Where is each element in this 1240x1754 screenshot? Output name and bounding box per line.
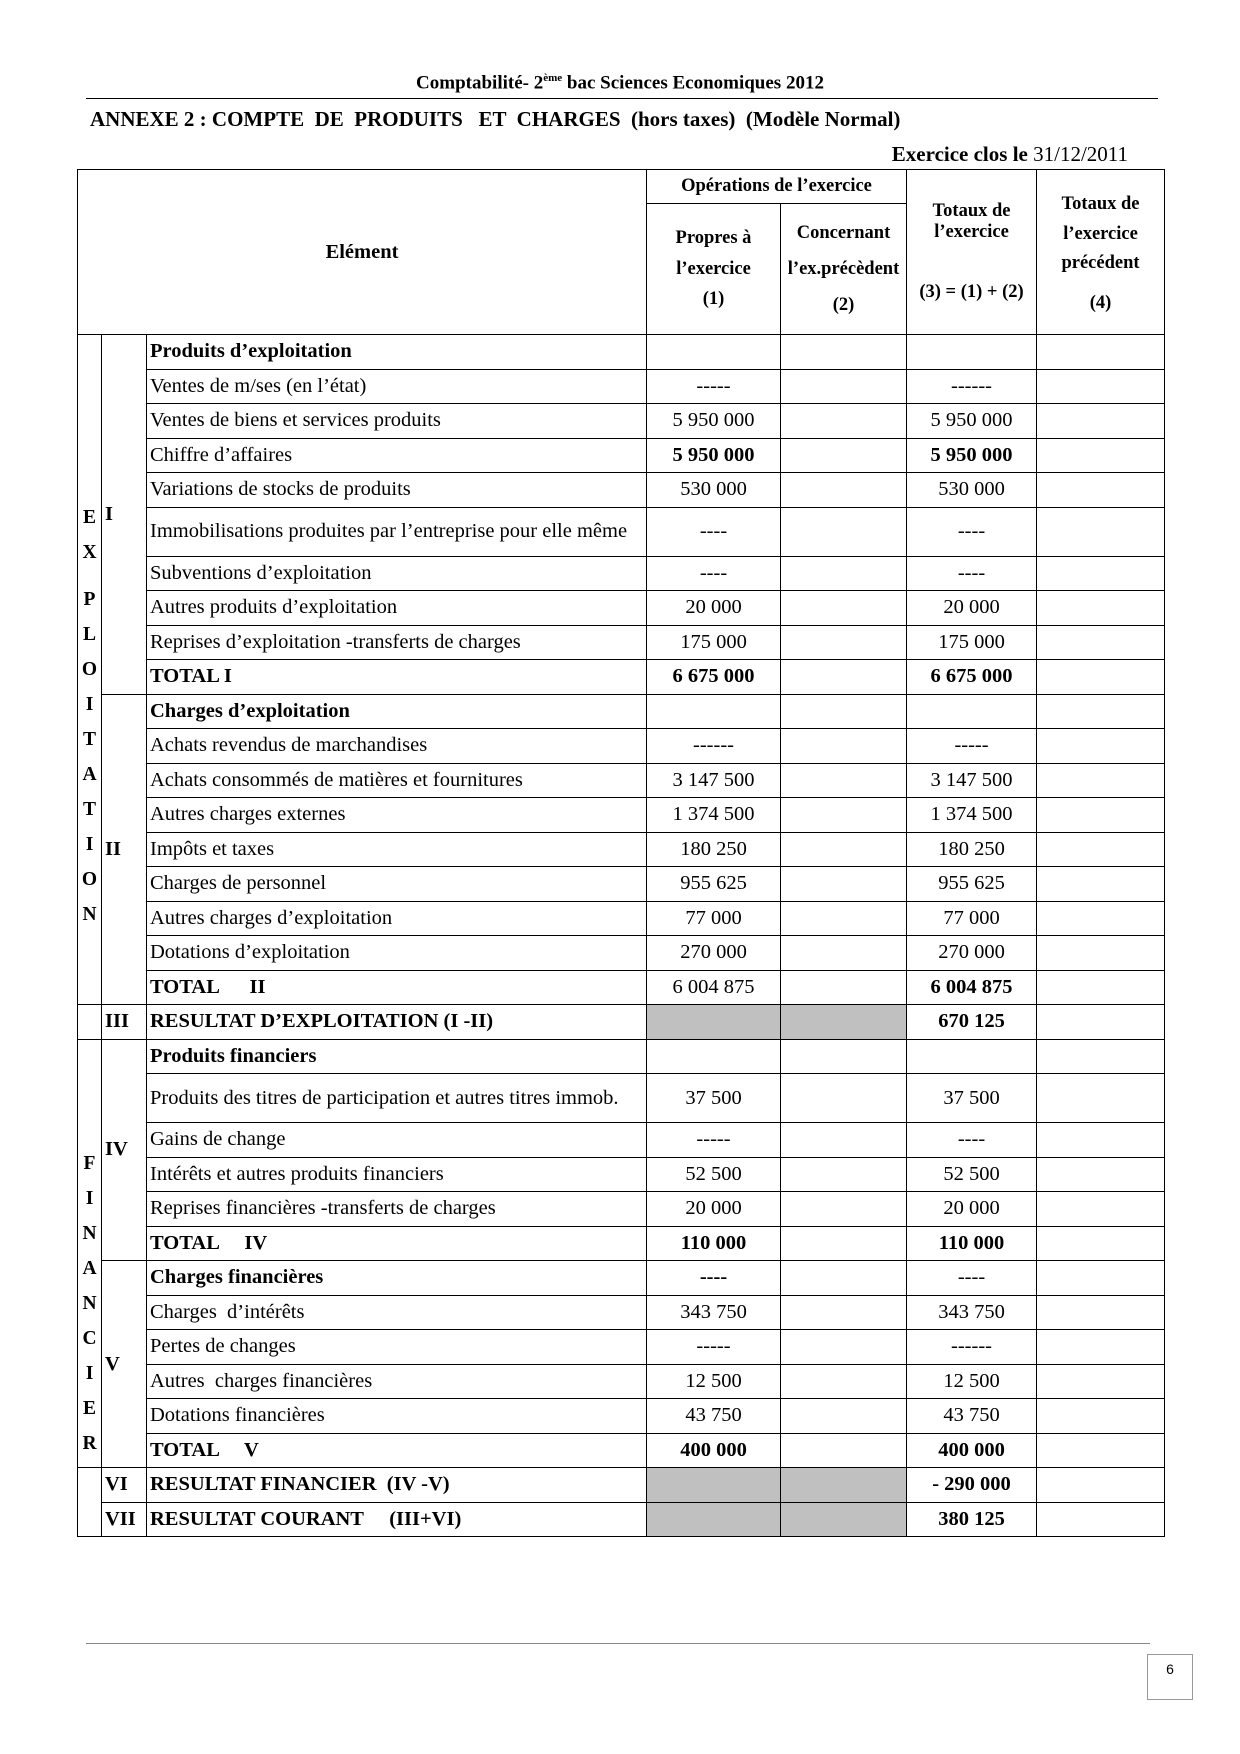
totaux-value: 1 374 500: [907, 798, 1037, 833]
precedent-value: [1037, 1261, 1165, 1296]
table-row: [78, 1123, 1165, 1158]
document-header: Comptabilité- 2ème bac Sciences Economiques 2012: [416, 72, 824, 94]
table-row: [78, 1295, 1165, 1330]
table-row: [78, 1502, 1165, 1537]
row-label: RESULTAT FINANCIER (IV -V): [147, 1468, 647, 1503]
precedent-value: [1037, 798, 1165, 833]
table-row: [78, 763, 1165, 798]
concernant-value: [781, 1192, 907, 1227]
precedent-value: [1037, 1192, 1165, 1227]
precedent-value: [1037, 473, 1165, 508]
concernant-value: [781, 1226, 907, 1261]
propres-value: [647, 694, 781, 729]
propres-value: 343 750: [647, 1295, 781, 1330]
totaux-value: [907, 335, 1037, 370]
totaux-value: 52 500: [907, 1157, 1037, 1192]
propres-value: 5 950 000: [647, 438, 781, 473]
totaux-value: ------: [907, 1330, 1037, 1365]
table-row: [78, 1039, 1165, 1074]
row-label: Charges d’intérêts: [147, 1295, 647, 1330]
table-row: [78, 1261, 1165, 1296]
concernant-value: [781, 369, 907, 404]
precedent-value: [1037, 1074, 1165, 1123]
propres-value: -----: [647, 369, 781, 404]
totaux-value: 955 625: [907, 867, 1037, 902]
row-label: Autres charges d’exploitation: [147, 901, 647, 936]
precedent-value: [1037, 1468, 1165, 1503]
propres-value: ----: [647, 507, 781, 556]
row-label: TOTAL IV: [147, 1226, 647, 1261]
side-letter: E: [82, 506, 96, 528]
side-letter: N: [82, 1222, 97, 1244]
concernant-value: [781, 591, 907, 626]
concernant-value: [781, 1039, 907, 1074]
precedent-value: [1037, 507, 1165, 556]
row-label: Impôts et taxes: [147, 832, 647, 867]
concernant-value: [781, 1502, 907, 1537]
concernant-value: [781, 694, 907, 729]
totaux-value: ----: [907, 507, 1037, 556]
totaux-value: 400 000: [907, 1433, 1037, 1468]
concernant-value: [781, 867, 907, 902]
precedent-value: [1037, 591, 1165, 626]
table-row: [78, 1468, 1165, 1503]
row-label: TOTAL II: [147, 970, 647, 1005]
concernant-value: [781, 1074, 907, 1123]
row-label: Achats consommés de matières et fournitures: [147, 763, 647, 798]
side-letter: A: [82, 1257, 97, 1279]
precedent-value: [1037, 763, 1165, 798]
propres-value: 37 500: [647, 1074, 781, 1123]
totaux-value: 20 000: [907, 1192, 1037, 1227]
concernant-value: [781, 1157, 907, 1192]
concernant-value: [781, 556, 907, 591]
propres-value: 1 374 500: [647, 798, 781, 833]
totaux-value: 270 000: [907, 936, 1037, 971]
concernant-value: [781, 404, 907, 439]
operations-header: Opérations de l’exercice: [647, 170, 907, 204]
table-row: [78, 867, 1165, 902]
concernant-value: [781, 1364, 907, 1399]
propres-value: -----: [647, 1123, 781, 1158]
totaux-value: 5 950 000: [907, 438, 1037, 473]
income-statement-table: [77, 169, 1165, 1537]
precedent-value: [1037, 867, 1165, 902]
row-label: Produits d’exploitation: [147, 335, 647, 370]
side-letter: P: [83, 588, 96, 610]
row-label: Chiffre d’affaires: [147, 438, 647, 473]
concernant-value: [781, 936, 907, 971]
totaux-value: ----: [907, 1261, 1037, 1296]
side-letter: I: [85, 1187, 94, 1209]
totaux-value: 5 950 000: [907, 404, 1037, 439]
row-label: Reprises d’exploitation -transferts de charges: [147, 625, 647, 660]
row-label: Variations de stocks de produits: [147, 473, 647, 508]
row-label: Charges financières: [147, 1261, 647, 1296]
totaux-value: 77 000: [907, 901, 1037, 936]
row-label: Charges de personnel: [147, 867, 647, 902]
row-label: TOTAL V: [147, 1433, 647, 1468]
totaux-header: Totaux de l’exercice (3) = (1) + (2): [907, 170, 1037, 335]
totaux-value: 343 750: [907, 1295, 1037, 1330]
propres-value: 270 000: [647, 936, 781, 971]
concernant-value: [781, 1295, 907, 1330]
propres-value: ----: [647, 1261, 781, 1296]
precedent-value: [1037, 1123, 1165, 1158]
totaux-value: - 290 000: [907, 1468, 1037, 1503]
side-letter: A: [82, 763, 97, 785]
precedent-value: [1037, 1502, 1165, 1537]
row-label: Pertes de changes: [147, 1330, 647, 1365]
propres-header: Propres à l’exercice (1): [647, 204, 781, 335]
propres-value: ------: [647, 729, 781, 764]
side-letter: F: [83, 1152, 96, 1174]
side-letter: L: [82, 623, 96, 645]
precedent-value: [1037, 369, 1165, 404]
table-row: [78, 438, 1165, 473]
roman-numeral: V: [102, 1261, 147, 1468]
side-letter: O: [81, 868, 98, 890]
totaux-value: 37 500: [907, 1074, 1037, 1123]
totaux-value: 12 500: [907, 1364, 1037, 1399]
precedent-value: [1037, 438, 1165, 473]
row-label: Reprises financières -transferts de charges: [147, 1192, 647, 1227]
precedent-value: [1037, 660, 1165, 695]
table-row: [78, 1226, 1165, 1261]
concernant-value: [781, 1399, 907, 1434]
concernant-value: [781, 729, 907, 764]
propres-value: 6 675 000: [647, 660, 781, 695]
courant-side-blank: [78, 1468, 102, 1537]
totaux-value: 43 750: [907, 1399, 1037, 1434]
side-letter: C: [82, 1327, 97, 1349]
totaux-value: 180 250: [907, 832, 1037, 867]
propres-value: 5 950 000: [647, 404, 781, 439]
concernant-value: [781, 1468, 907, 1503]
propres-value: 400 000: [647, 1433, 781, 1468]
concernant-value: [781, 1123, 907, 1158]
totaux-value: 175 000: [907, 625, 1037, 660]
row-label: Autres produits d’exploitation: [147, 591, 647, 626]
side-letter: T: [82, 798, 96, 820]
precedent-header: Totaux de l’exercice précédent (4): [1037, 170, 1165, 335]
totaux-value: 20 000: [907, 591, 1037, 626]
precedent-value: [1037, 556, 1165, 591]
propres-value: [647, 1005, 781, 1040]
propres-value: 20 000: [647, 591, 781, 626]
totaux-value: 6 675 000: [907, 660, 1037, 695]
table-row: [78, 625, 1165, 660]
roman-numeral: III: [102, 1005, 147, 1040]
side-letter: X: [82, 541, 97, 563]
row-label: Immobilisations produites par l’entreprise pour elle même: [147, 507, 647, 556]
precedent-value: [1037, 1399, 1165, 1434]
table-row: [78, 729, 1165, 764]
totaux-value: 3 147 500: [907, 763, 1037, 798]
roman-numeral: II: [102, 694, 147, 1005]
precedent-value: [1037, 1330, 1165, 1365]
table-row: [78, 591, 1165, 626]
row-label: Ventes de m/ses (en l’état): [147, 369, 647, 404]
concernant-value: [781, 832, 907, 867]
propres-value: [647, 1468, 781, 1503]
row-label: TOTAL I: [147, 660, 647, 695]
propres-value: 6 004 875: [647, 970, 781, 1005]
side-letter: R: [82, 1432, 97, 1454]
propres-value: -----: [647, 1330, 781, 1365]
precedent-value: [1037, 1433, 1165, 1468]
precedent-value: [1037, 936, 1165, 971]
element-header: Elément: [78, 170, 647, 335]
propres-value: 955 625: [647, 867, 781, 902]
table-row: [78, 1157, 1165, 1192]
concernant-value: [781, 901, 907, 936]
totaux-value: ------: [907, 369, 1037, 404]
propres-value: 20 000: [647, 1192, 781, 1227]
exploitation-side-end: [78, 1005, 102, 1040]
table-row: [78, 798, 1165, 833]
propres-value: [647, 1502, 781, 1537]
propres-value: 12 500: [647, 1364, 781, 1399]
row-label: Intérêts et autres produits financiers: [147, 1157, 647, 1192]
table-row: [78, 1433, 1165, 1468]
totaux-value: 530 000: [907, 473, 1037, 508]
footer-rule: [86, 1643, 1150, 1644]
table-row: [78, 335, 1165, 370]
header-rule: [86, 98, 1158, 99]
roman-numeral: IV: [102, 1039, 147, 1261]
page-number: 6: [1147, 1654, 1193, 1700]
propres-value: [647, 335, 781, 370]
propres-value: 110 000: [647, 1226, 781, 1261]
precedent-value: [1037, 1157, 1165, 1192]
table-row: [78, 1005, 1165, 1040]
table-row: [78, 694, 1165, 729]
table-row: [78, 1364, 1165, 1399]
table-row: [78, 1399, 1165, 1434]
row-label: Subventions d’exploitation: [147, 556, 647, 591]
concernant-value: [781, 798, 907, 833]
side-letter: N: [82, 903, 97, 925]
precedent-value: [1037, 729, 1165, 764]
row-label: Autres charges financières: [147, 1364, 647, 1399]
concernant-value: [781, 1433, 907, 1468]
row-label: Produits des titres de participation et autres titres immob.: [147, 1074, 647, 1123]
precedent-value: [1037, 1005, 1165, 1040]
concernant-value: [781, 438, 907, 473]
propres-value: 3 147 500: [647, 763, 781, 798]
totaux-value: ----: [907, 556, 1037, 591]
precedent-value: [1037, 1039, 1165, 1074]
precedent-value: [1037, 1364, 1165, 1399]
row-label: Dotations financières: [147, 1399, 647, 1434]
financier-side-label: [78, 1039, 102, 1468]
propres-value: 180 250: [647, 832, 781, 867]
totaux-value: [907, 1039, 1037, 1074]
concernant-value: [781, 763, 907, 798]
totaux-value: -----: [907, 729, 1037, 764]
table-row: [78, 936, 1165, 971]
totaux-value: ----: [907, 1123, 1037, 1158]
side-letter: N: [82, 1292, 97, 1314]
precedent-value: [1037, 1226, 1165, 1261]
table-row: [78, 1074, 1165, 1123]
table-row: [78, 970, 1165, 1005]
concernant-value: [781, 1261, 907, 1296]
concernant-value: [781, 660, 907, 695]
propres-value: 52 500: [647, 1157, 781, 1192]
precedent-value: [1037, 694, 1165, 729]
table-row: [78, 473, 1165, 508]
concernant-header: Concernant l’ex.précèdent (2): [781, 204, 907, 335]
totaux-value: [907, 694, 1037, 729]
concernant-value: [781, 473, 907, 508]
concernant-value: [781, 1005, 907, 1040]
table-row: [78, 660, 1165, 695]
side-letter: I: [85, 1362, 94, 1384]
row-label: Produits financiers: [147, 1039, 647, 1074]
table-row: [78, 832, 1165, 867]
precedent-value: [1037, 404, 1165, 439]
precedent-value: [1037, 335, 1165, 370]
table-row: [78, 369, 1165, 404]
precedent-value: [1037, 970, 1165, 1005]
propres-value: 77 000: [647, 901, 781, 936]
precedent-value: [1037, 901, 1165, 936]
concernant-value: [781, 625, 907, 660]
concernant-value: [781, 335, 907, 370]
concernant-value: [781, 970, 907, 1005]
totaux-value: 110 000: [907, 1226, 1037, 1261]
precedent-value: [1037, 832, 1165, 867]
totaux-value: 380 125: [907, 1502, 1037, 1537]
table-row: [78, 1330, 1165, 1365]
side-letter: T: [82, 728, 96, 750]
exercise-date: Exercice clos le 31/12/2011: [891, 142, 1128, 166]
roman-numeral: VI: [102, 1468, 147, 1503]
row-label: Gains de change: [147, 1123, 647, 1158]
roman-numeral: I: [102, 335, 147, 695]
row-label: Autres charges externes: [147, 798, 647, 833]
exploitation-side-label: [78, 335, 102, 1005]
table-row: [78, 556, 1165, 591]
side-letter: O: [81, 658, 98, 680]
propres-value: 43 750: [647, 1399, 781, 1434]
propres-value: ----: [647, 556, 781, 591]
row-label: Achats revendus de marchandises: [147, 729, 647, 764]
table-row: [78, 404, 1165, 439]
totaux-value: 670 125: [907, 1005, 1037, 1040]
precedent-value: [1037, 625, 1165, 660]
row-label: Ventes de biens et services produits: [147, 404, 647, 439]
row-label: RESULTAT COURANT (III+VI): [147, 1502, 647, 1537]
table-row: [78, 507, 1165, 556]
propres-value: 530 000: [647, 473, 781, 508]
roman-numeral: VII: [102, 1502, 147, 1537]
concernant-value: [781, 507, 907, 556]
row-label: Charges d’exploitation: [147, 694, 647, 729]
side-letter: E: [82, 1397, 96, 1419]
table-row: [78, 901, 1165, 936]
side-letter: I: [85, 693, 94, 715]
concernant-value: [781, 1330, 907, 1365]
row-label: Dotations d’exploitation: [147, 936, 647, 971]
annex-title: ANNEXE 2 : COMPTE DE PRODUITS ET CHARGES (hors taxes) (Modèle Normal): [90, 107, 901, 131]
propres-value: [647, 1039, 781, 1074]
precedent-value: [1037, 1295, 1165, 1330]
totaux-value: 6 004 875: [907, 970, 1037, 1005]
propres-value: 175 000: [647, 625, 781, 660]
table-header-row-1: [78, 170, 1165, 204]
side-letter: I: [85, 833, 94, 855]
table-row: [78, 1192, 1165, 1227]
row-label: RESULTAT D’EXPLOITATION (I -II): [147, 1005, 647, 1040]
